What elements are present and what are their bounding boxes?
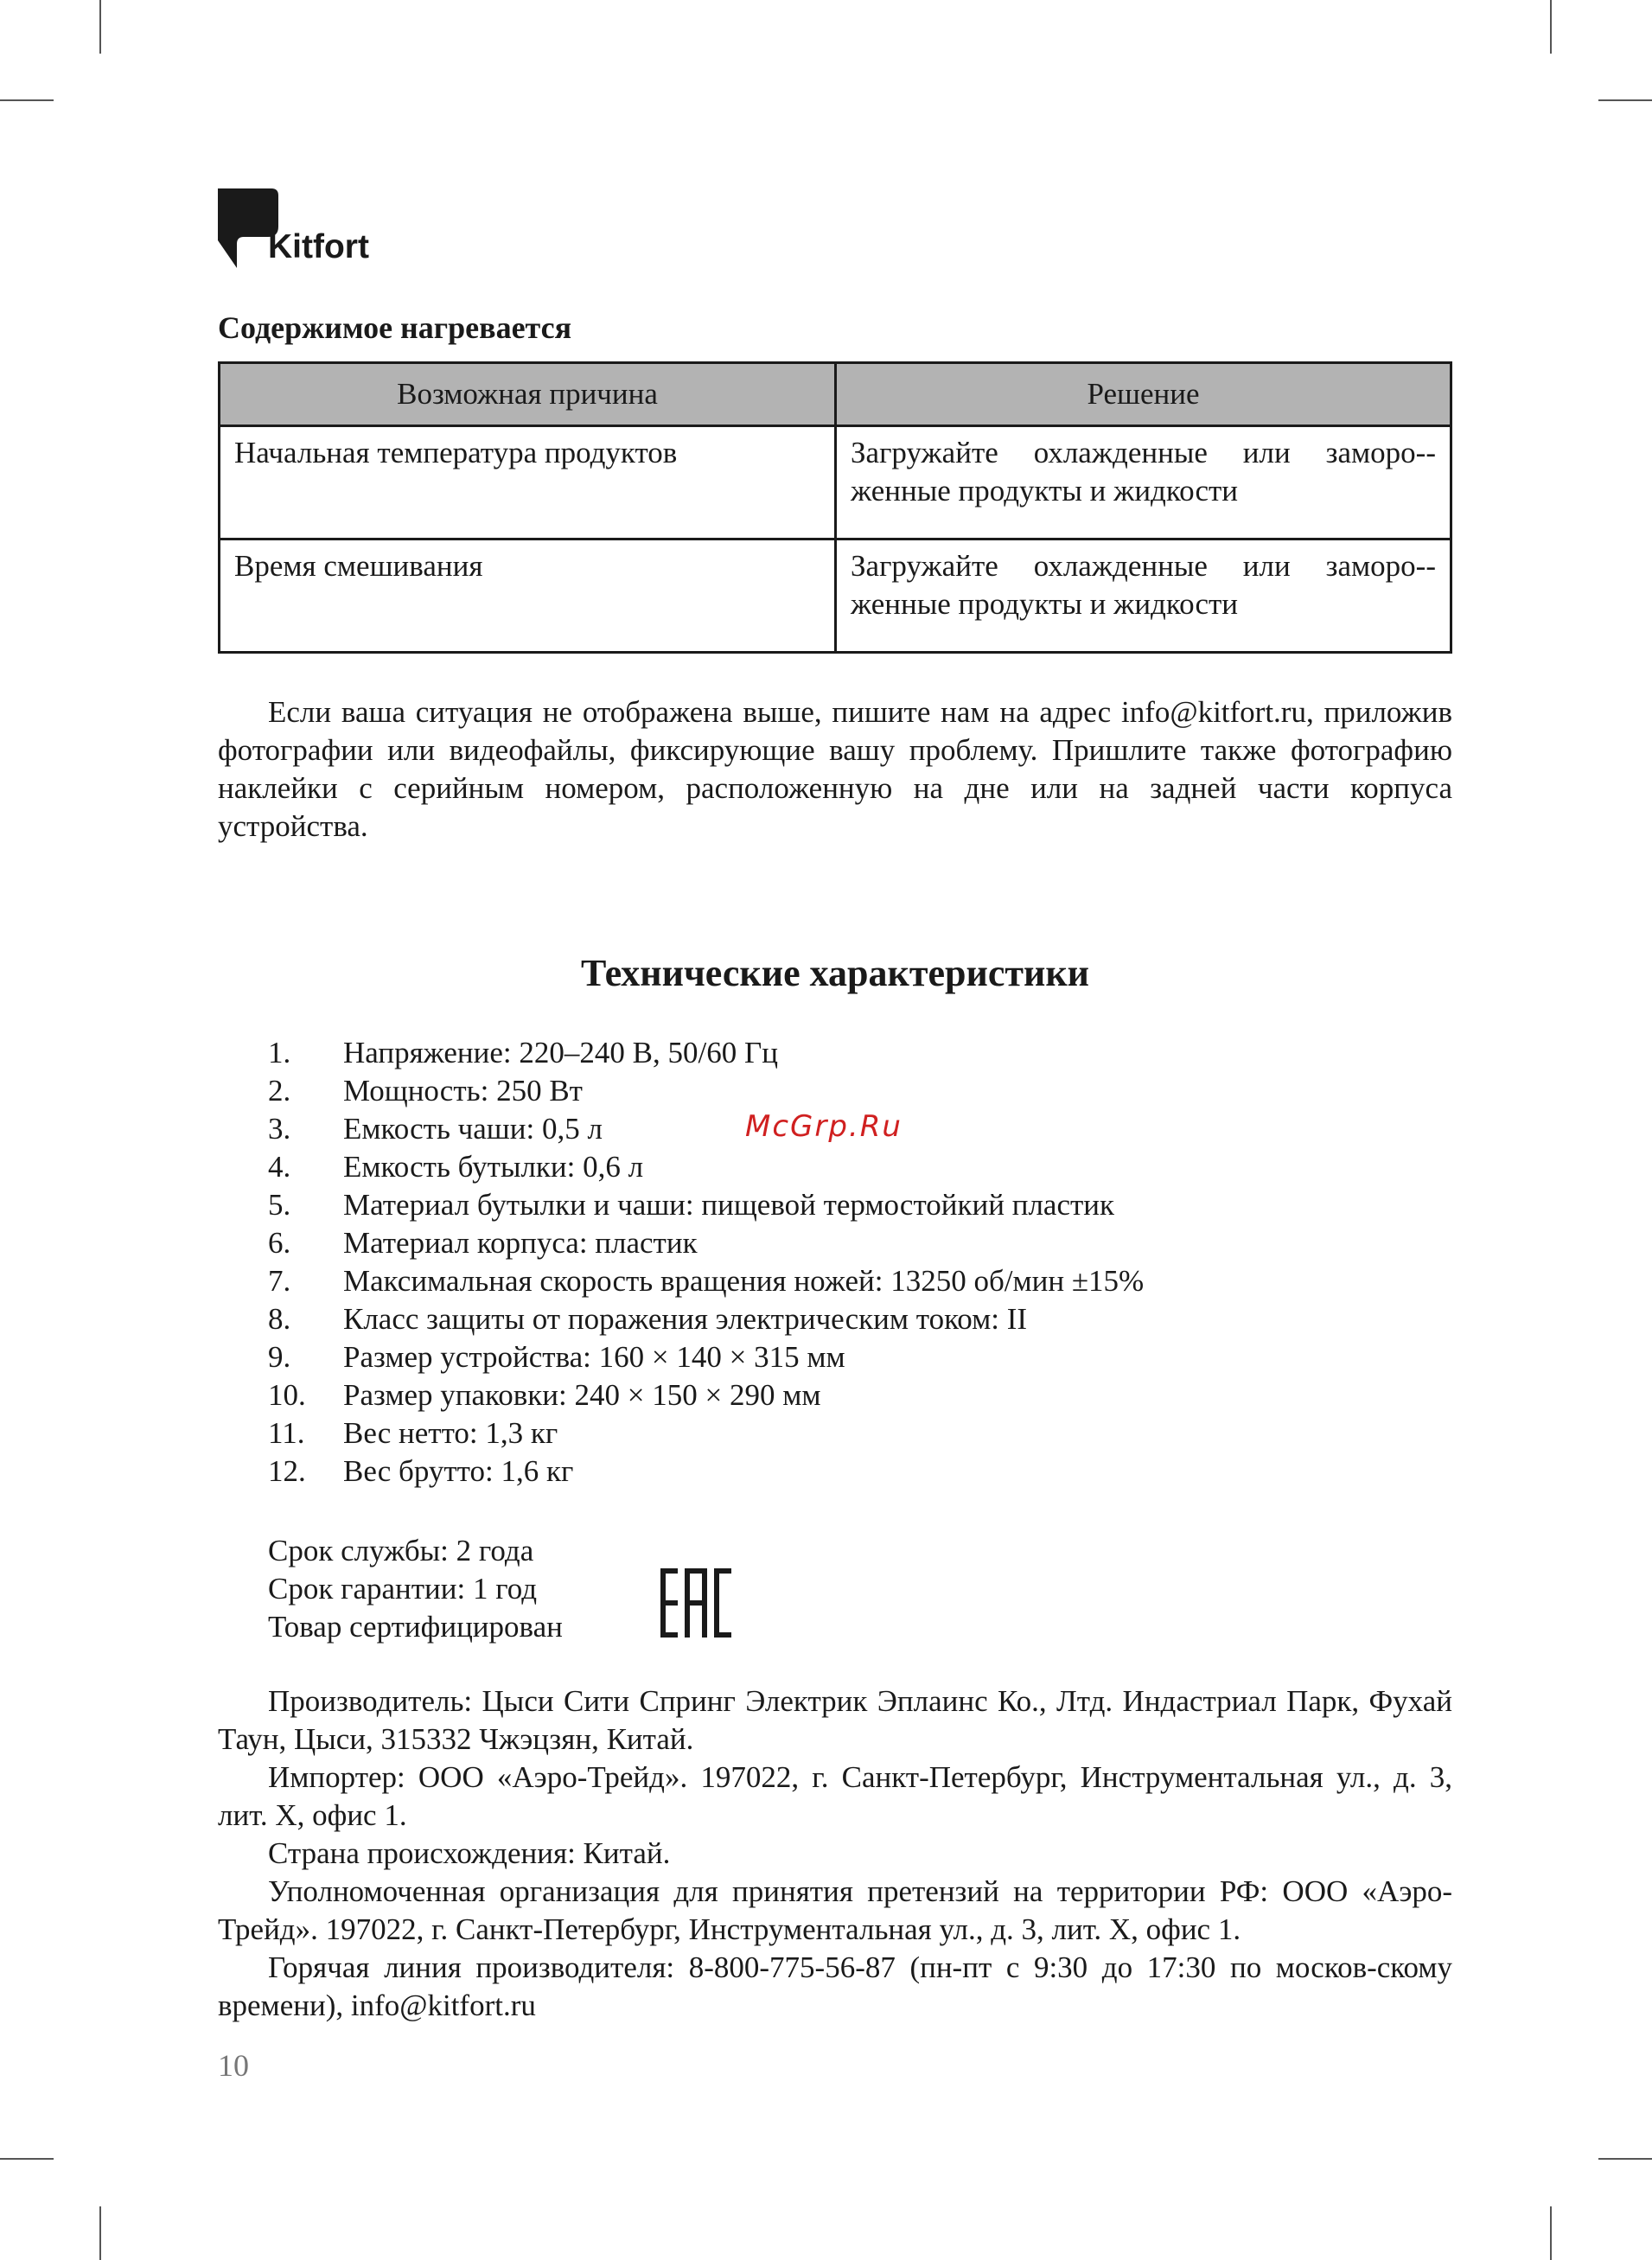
list-item-number: 8. bbox=[268, 1302, 291, 1336]
service-info bbox=[268, 1532, 563, 1646]
list-item bbox=[218, 1186, 1144, 1224]
list-item bbox=[218, 1376, 1144, 1414]
country-of-origin: Страна происхождения: Китай. bbox=[268, 1836, 671, 1870]
crop-mark bbox=[1598, 2158, 1652, 2160]
list-item-number: 1. bbox=[268, 1036, 291, 1069]
list-item bbox=[218, 1452, 1144, 1491]
list-item-text: Напряжение: 220–240 В, 50/60 Гц bbox=[343, 1036, 778, 1069]
list-item-number: 6. bbox=[268, 1226, 291, 1260]
list-item-text: Емкость бутылки: 0,6 л bbox=[343, 1150, 644, 1184]
table-row bbox=[220, 539, 1451, 653]
cause-cell: Время смешивания bbox=[220, 539, 836, 653]
list-item-text: Размер упаковки: 240 × 150 × 290 мм bbox=[343, 1378, 821, 1412]
list-item-number: 7. bbox=[268, 1264, 291, 1298]
list-item-text: Вес нетто: 1,3 кг bbox=[343, 1416, 558, 1450]
section-heading: Содержимое нагревается bbox=[218, 310, 572, 345]
list-item bbox=[218, 1338, 1144, 1376]
solution-cell: Загружайте охлажденные или заморо-женные продукты и жидкости bbox=[836, 539, 1451, 653]
list-item bbox=[218, 1072, 1144, 1110]
crop-mark bbox=[99, 2206, 101, 2260]
page-number: 10 bbox=[218, 2048, 249, 2083]
crop-mark bbox=[99, 0, 101, 54]
list-item-number: 5. bbox=[268, 1188, 291, 1222]
list-item-number: 4. bbox=[268, 1150, 291, 1184]
logo-brand-text: Kitfort bbox=[268, 228, 369, 265]
list-item bbox=[218, 1110, 1144, 1148]
cause-cell: Начальная температура продуктов bbox=[220, 426, 836, 539]
specs-list bbox=[218, 1034, 1144, 1491]
certification-note: Товар сертифицирован bbox=[268, 1610, 563, 1644]
list-item-number: 12. bbox=[268, 1454, 306, 1488]
eac-mark-icon bbox=[660, 1568, 733, 1638]
troubleshooting-table bbox=[218, 361, 1452, 654]
warranty-period: Срок гарантии: 1 год bbox=[268, 1572, 538, 1606]
list-item-number: 3. bbox=[268, 1112, 291, 1146]
list-item-text: Вес брутто: 1,6 кг bbox=[343, 1454, 574, 1488]
hotline-info: Горячая линия производителя: 8-800-775-56-87 (пн-пт с 9:30 до 17:30 по москов-скому времени), info@kitfort.ru bbox=[218, 1950, 1452, 2022]
crop-mark bbox=[1550, 0, 1552, 54]
list-item bbox=[218, 1034, 1144, 1072]
solution-cell: Загружайте охлажденные или заморо-женные продукты и жидкости bbox=[836, 426, 1451, 539]
list-item bbox=[218, 1300, 1144, 1338]
list-item bbox=[218, 1148, 1144, 1186]
specs-title: Технические характеристики bbox=[580, 952, 1090, 994]
manufacturer-info: Производитель: Цыси Сити Спринг Электрик Эплаинс Ко., Лтд. Индастриал Парк, Фухай Таун, Цыси, 315332 Чжэцзян, Китай. bbox=[218, 1684, 1452, 1756]
list-item-number: 11. bbox=[268, 1416, 305, 1450]
list-item-text: Материал бутылки и чаши: пищевой термостойкий пластик bbox=[343, 1188, 1115, 1222]
contact-paragraph: Если ваша ситуация не отображена выше, пишите нам на адрес info@kitfort.ru, приложив фотографии или видеофайлы, фиксирующие вашу проблему. Пришлите также фотографию наклейки с серийным номером, расположенную на дне или на задней части корпуса устройства. bbox=[218, 695, 1452, 843]
list-item-number: 10. bbox=[268, 1378, 306, 1412]
column-header: Решение bbox=[836, 363, 1451, 426]
kitfort-logo bbox=[218, 188, 391, 275]
watermark: McGrp.Ru bbox=[745, 1109, 903, 1144]
list-item-text: Материал корпуса: пластик bbox=[343, 1226, 698, 1260]
list-item-text: Класс защиты от поражения электрическим током: II bbox=[343, 1302, 1028, 1336]
crop-mark bbox=[1550, 2206, 1552, 2260]
list-item-number: 9. bbox=[268, 1340, 291, 1374]
service-lifetime: Срок службы: 2 года bbox=[268, 1534, 534, 1567]
crop-mark bbox=[0, 2158, 54, 2160]
list-item bbox=[218, 1262, 1144, 1300]
crop-mark bbox=[1598, 99, 1652, 101]
authorized-organization: Уполномоченная организация для принятия претензий на территории РФ: ООО «Аэро-Трейд». 197022, г. Санкт-Петербург, Инструментальная ул., д. 3, лит. Х, офис 1. bbox=[218, 1874, 1452, 1946]
list-item-number: 2. bbox=[268, 1074, 291, 1108]
list-item-text: Мощность: 250 Вт bbox=[343, 1074, 583, 1108]
list-item-text: Размер устройства: 160 × 140 × 315 мм bbox=[343, 1340, 845, 1374]
list-item bbox=[218, 1414, 1144, 1452]
column-header: Возможная причина bbox=[220, 363, 836, 426]
list-item-text: Максимальная скорость вращения ножей: 13250 об/мин ±15% bbox=[343, 1264, 1145, 1298]
list-item-text: Емкость чаши: 0,5 л bbox=[343, 1112, 603, 1146]
table-header-row bbox=[220, 363, 1451, 426]
list-item bbox=[218, 1224, 1144, 1262]
importer-info: Импортер: ООО «Аэро-Трейд». 197022, г. Санкт-Петербург, Инструментальная ул., д. 3, лит. Х, офис 1. bbox=[218, 1760, 1452, 1832]
table-row bbox=[220, 426, 1451, 539]
crop-mark bbox=[0, 99, 54, 101]
